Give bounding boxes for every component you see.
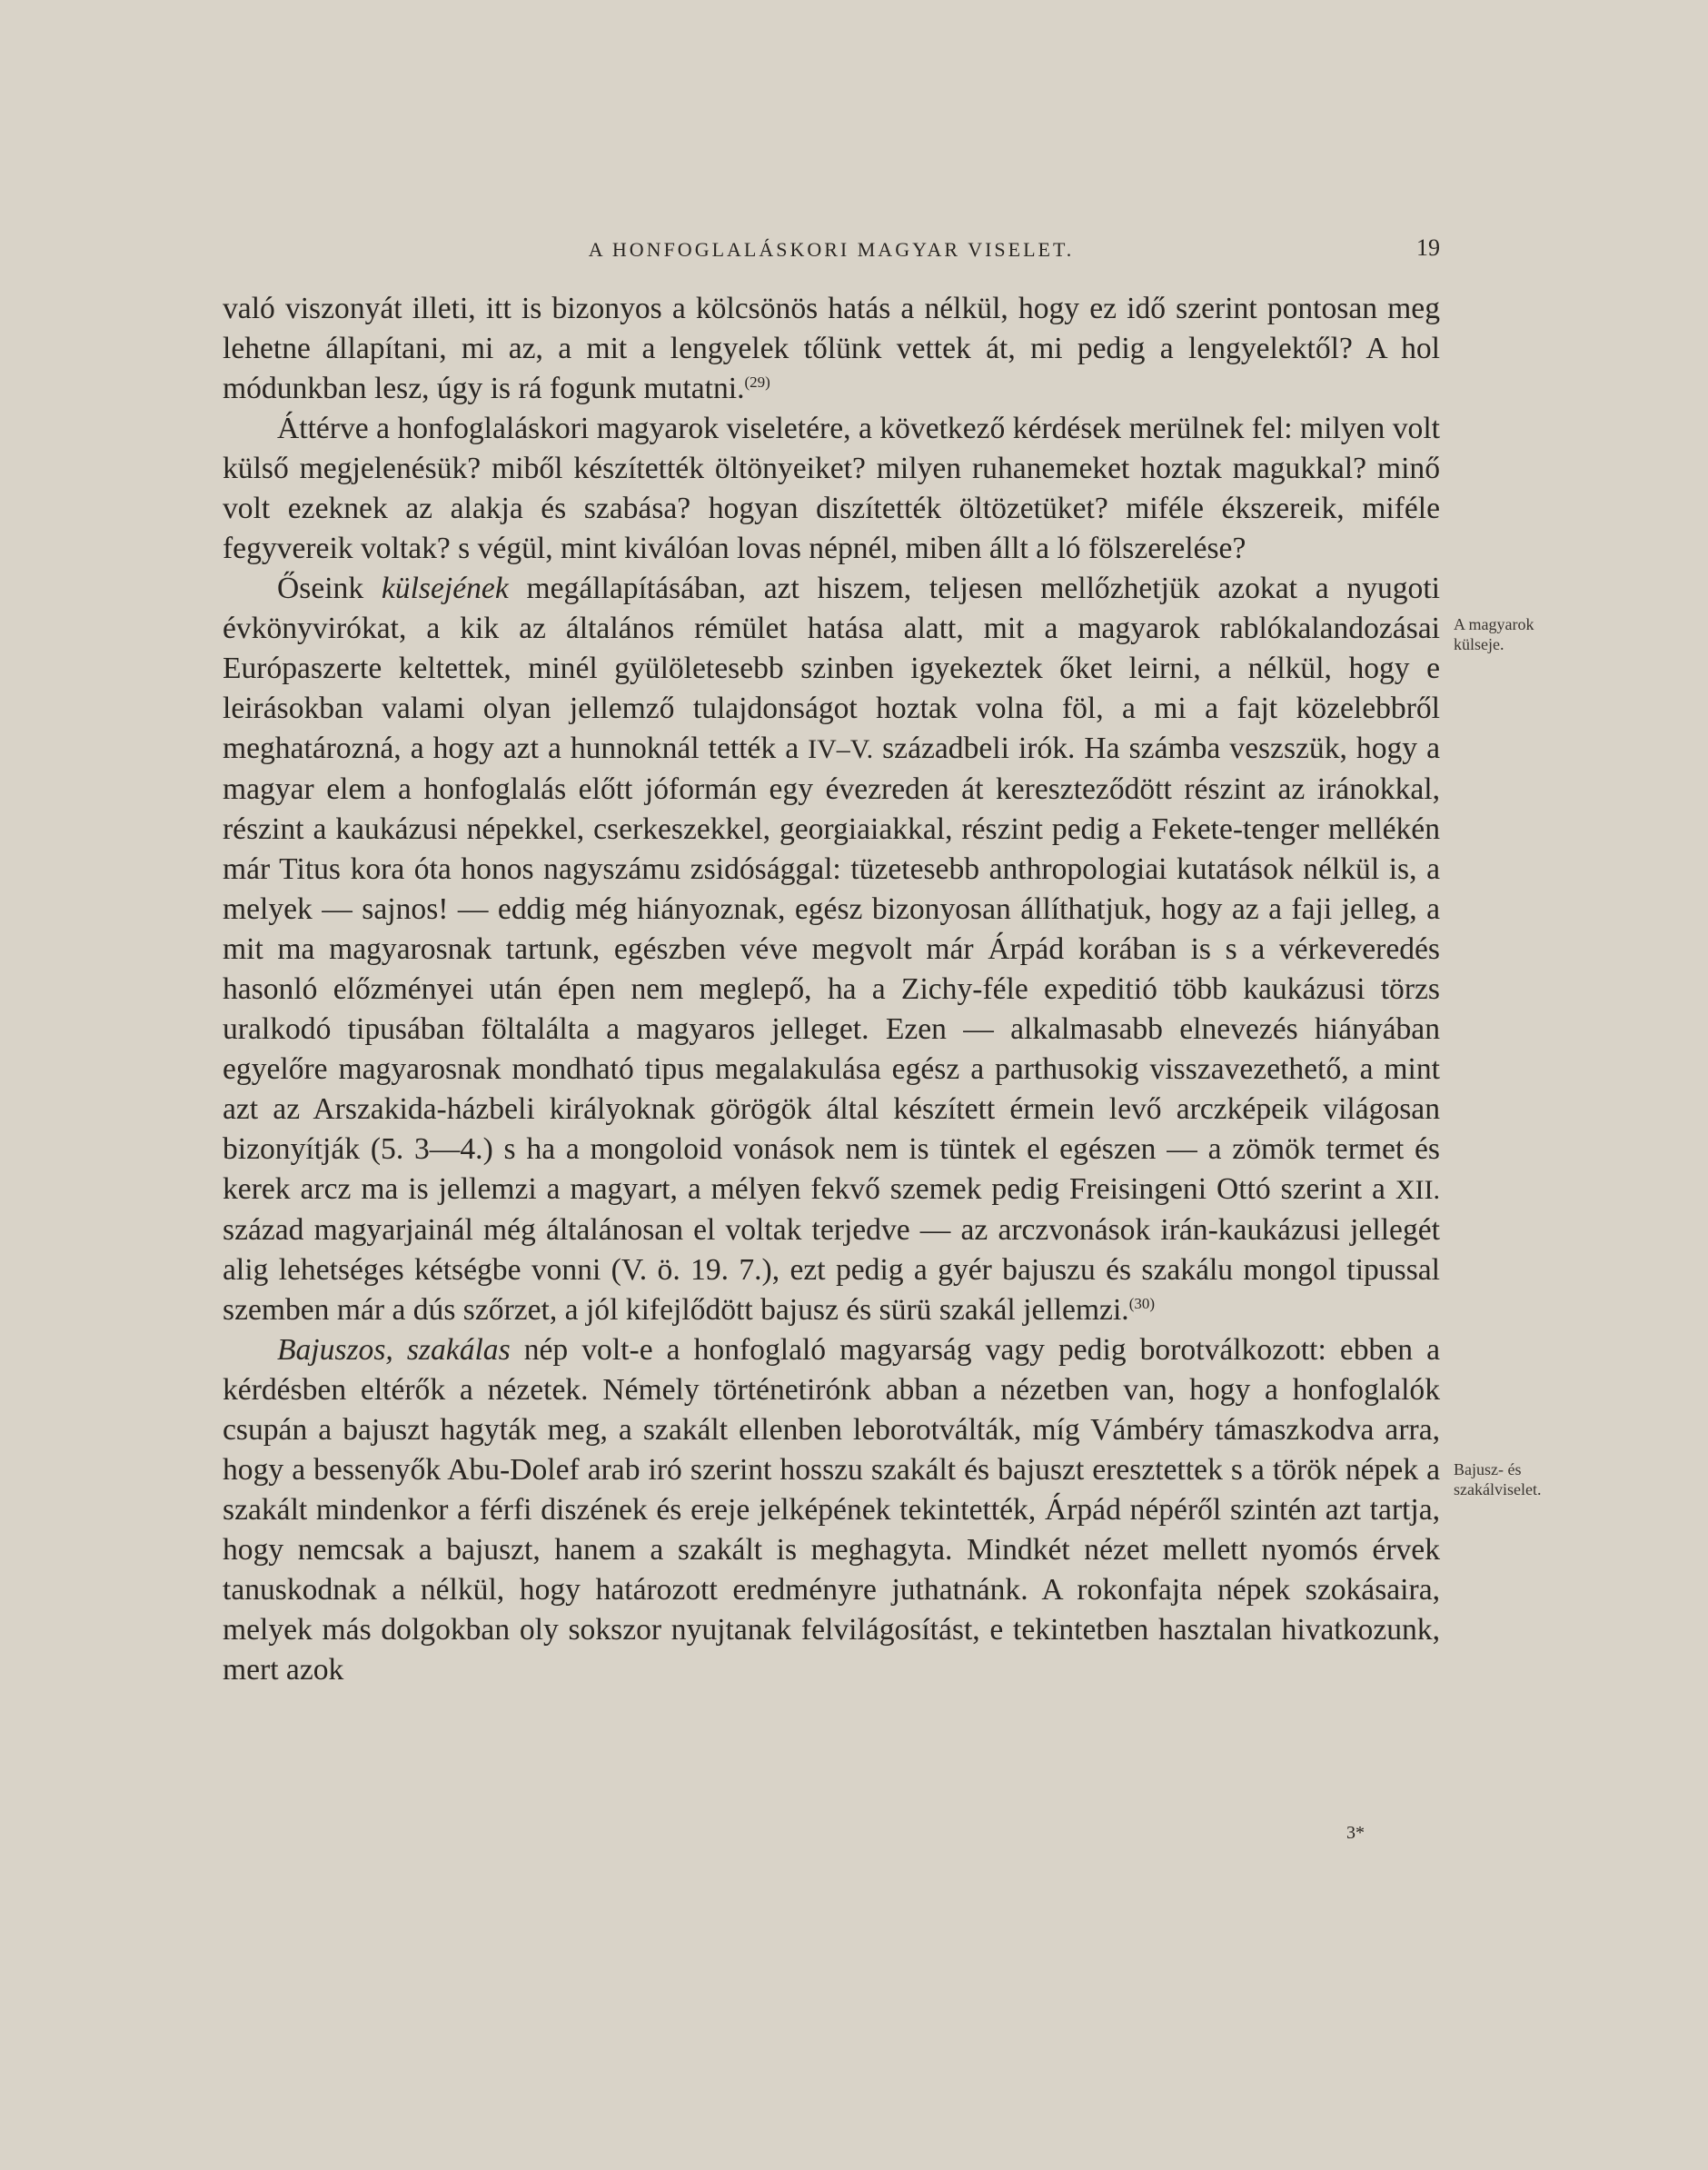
signature-mark: 3*: [1346, 1823, 1365, 1843]
paragraph-2-text: Áttérve a honfoglaláskori magyarok viseletére, a következő kérdések merülnek fel: milyen volt külső megjelenésük? miből készítették öltönyeiket? milyen ruhanemeket hoztak magukkal? minő volt ezeknek az alakja és szabása? hogyan diszítették öltözetüket? miféle ékszereik, miféle fegyvereik voltak? s végül, mint kiválóan lovas népnél, miben állt a ló fölszerelése?: [223, 412, 1440, 565]
paragraph-1: [223, 289, 1440, 409]
paragraph-3-text-b: századbeli irók. Ha számba veszszük, hogy a magyar elem a honfoglalás előtt jóformán egy évezreden át kereszteződött részint az iránokkal, részint a kaukázusi népekkel, cserkeszekkel, georgiaiakkal, részint pedig a Fekete-tenger mellékén már Titus kora óta honos nagyszámu zsidósággal: tüzetesebb anthropologiai kutatások nélkül is, a melyek — sajnos! — eddig még hiányoznak, egész bizonyosan állíthatjuk, hogy az a faji jelleg, a mit ma magyarosnak tartunk, egészben véve megvolt már Árpád korában is s a vérkeveredés hasonló előzményei után épen nem meglepő, ha a Zichy-féle expeditió több kaukázusi törzs uralkodó tipusában föltalálta a magyaros jelleget. Ezen — alkalmasabb elnevezés hiányában egyelőre magyarosnak mondható tipus megalakulása egész a parthusokig visszavezethető, a mint azt az Arszakida-házbeli királyoknak görögök által készített érmein levő arczképeik világosan bizonyítják (5. 3—4.) s ha a mongoloid vonások nem is tüntek el egészen — a zömök termet és kerek arcz ma is jellemzi a magyart, a mélyen fekvő szemek pedig Freisingeni Ottó szerint a: [223, 732, 1440, 1206]
paragraph-2: [223, 409, 1440, 569]
century-xii: XII.: [1395, 1175, 1440, 1205]
paragraph-4-emphasis: Bajuszos, szakálas: [277, 1333, 511, 1367]
margin-note-kulseje: [1454, 614, 1563, 654]
margin-note-2-line-1: Bajusz- és: [1454, 1460, 1522, 1478]
margin-note-1-line-2: külseje.: [1454, 635, 1504, 653]
paragraph-4-text: nép volt-e a honfoglaló magyarság vagy pedig borotválkozott: ebben a kérdésben eltérők a nézetek. Némely történetirónk abban a nézetben van, hogy a honfoglalók csupán a bajuszt hagyták meg, a szakált ellenben leborotválták, míg Vámbéry támaszkodva arra, hogy a bessenyők Abu-Dolef arab iró szerint hosszu szakált és bajuszt eresztettek s a török népek a szakált mindenkor a férfi diszének és ereje jelképének tekintették, Árpád népéről szintén azt tartja, hogy nemcsak a bajuszt, hanem a szakált is meghagyta. Mindkét nézet mellett nyomós érvek tanuskodnak a nélkül, hogy határozott eredményre juthatnánk. A rokonfajta népek szokásaira, melyek más dolgokban oly sokszor nyujtanak felvilágosítást, e tekintetben hasztalan hivatkozunk, mert azok: [223, 1333, 1441, 1687]
running-head: [223, 234, 1440, 267]
paragraph-3-lead: Őseink: [277, 572, 382, 605]
paragraph-4: [223, 1330, 1440, 1690]
running-title: A HONFOGLALÁSKORI MAGYAR VISELET.: [588, 238, 1075, 261]
paragraph-3-text-c: század magyarjainál még általánosan el voltak terjedve — az arczvonások irán-kaukázusi jellegét alig lehetséges kétségbe vonni (V. ö. 19. 7.), ezt pedig a gyér bajuszu és szakálu mongol tipussal szemben már a dús szőrzet, a jól kifejlődött bajusz és sürü szakál jellemzi.: [223, 1213, 1440, 1327]
paragraph-3-text-a: megállapításában, azt hiszem, teljesen mellőzhetjük azokat a nyugoti évkönyvirókat, a kik az általános rémület hatása alatt, mit a magyarok rablókalandozásai Európaszerte keltettek, minél gyülöletesebb szinben igyekeztek őket leirni, a nélkül, hogy e leirásokban valami olyan jellemző tulajdonságot hoztak volna föl, a mi a fajt közelebbről meghatározná, a hogy azt a hunnoknál tették a: [223, 572, 1440, 765]
body-text: [223, 289, 1440, 1690]
footnote-ref-29: (29): [744, 373, 770, 391]
margin-note-2-line-2: szakálviselet.: [1454, 1480, 1542, 1498]
paragraph-3-emphasis: külsejének: [381, 572, 509, 605]
paragraph-1-text: való viszonyát illeti, itt is bizonyos a kölcsönös hatás a nélkül, hogy ez idő szerint pontosan meg lehetne állapítani, mi az, a mit a lengyelek tőlünk vettek át, mi pedig a lengyelektől? A hol módunkban lesz, úgy is rá fogunk mutatni.: [223, 292, 1440, 405]
margin-note-1-line-1: A magyarok: [1454, 615, 1534, 633]
footnote-ref-30: (30): [1128, 1294, 1156, 1312]
paragraph-3: [223, 569, 1440, 1330]
century-iv-v: IV–V.: [808, 734, 874, 764]
margin-note-bajusz: [1454, 1459, 1563, 1499]
page-number: 19: [1416, 234, 1440, 261]
